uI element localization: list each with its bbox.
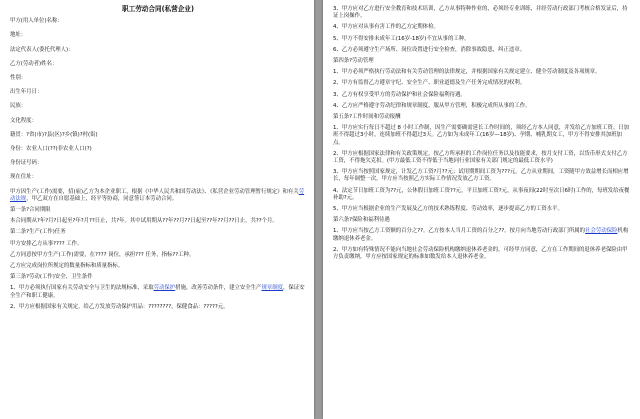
paragraph: 1、甲方必须严格执行劳动法和有关劳动管理的法律规定，并根据国家有关规定建立、健全劳动制度及各项规章。: [333, 69, 601, 76]
field-line: 出生年月日：: [10, 89, 43, 96]
document-page-left: [0, 0, 314, 419]
page-content-left: [0, 0, 314, 311]
paragraph: 2、甲方应根据国家法律和有关政策规定，按乙方所承担的工作岗位任务以及技能要求，按月支付工资，以货币形式支付乙方工资，不得拖欠克扣。(甲方最低工资不得低于当地同行业国家有关部门规定的最低工资水平): [333, 150, 628, 165]
document-page-right: [323, 0, 640, 419]
section-heading: 第一条?合同期限: [10, 207, 51, 214]
paragraph: [333, 228, 632, 242]
paragraph-text: ，保证安全生产和职工健康。: [10, 285, 305, 299]
page-content-right: [323, 0, 640, 261]
field-line: 身份：农业人口(??)非农业人口(?): [10, 146, 92, 153]
paragraph: 6、乙方必须遵守生产场所、岗位设置进行安全检查，消除事故隐患，纠正违章。: [333, 46, 526, 53]
paragraph-text: 1、甲方应当按乙方工资额的百分之??。乙方按本人当月工资的百分之??。按月向当地劳动行政部门所属的: [333, 228, 586, 235]
paragraph: 本合同期从?年?月?日起至?年?月??日止，共?年。其中试用期从??年??月??日起至??年??月??日止，共??个月。: [10, 218, 278, 225]
paragraph: 2、甲方应根据国家有关规定，给乙方发放劳动保护用品：????????，保健食品：?????元。: [10, 303, 229, 310]
paragraph-text: 1、甲方必须执行国家有关劳动安全与卫生的法规标准，采取: [10, 285, 154, 292]
paragraph: 乙方同意按甲方生产(工作)需要，在???? 岗位，承担??? 任务，指标??工种。: [10, 251, 195, 258]
paragraph: 3、乙方有权享受甲方的劳动保护和社会保险福利待遇。: [333, 91, 466, 98]
section-heading: 第六条?保险和福利待遇: [333, 217, 390, 224]
field-line: 甲方(用人单位)名称：: [10, 18, 63, 25]
paragraph: 甲方安排乙方从事???? 工作。: [10, 240, 83, 247]
intro-text: ，甲乙双方在自愿基础上，经平等协商，同意签订本劳动合同。: [26, 195, 178, 202]
paragraph: 3、甲方应对乙方进行安全教育和技术培训，乙方从事特种作业的，必须经专业训练，并经劳动行政部门考核合格发证后，持证上岗操作。: [333, 6, 628, 20]
paragraph-text: 措施，改善劳动条件，建立安全生产: [175, 285, 262, 292]
paragraph: 4、甲方应对从事有害工作的乙方定期体检。: [333, 24, 439, 31]
social-insurance-link[interactable]: 社会劳动保险: [585, 228, 618, 235]
paragraph: 乙方应完成岗位所规定的数量指标和质量指标。: [10, 263, 124, 270]
intro-paragraph: [10, 189, 306, 203]
field-line: 性别：: [10, 75, 27, 82]
paragraph: 1、甲方应实行每日不超过 8 小时工作制，因生产需要确需延长工作时间的，须经乙方本人同意，并发给乙方加班工资。日加班不得超过3小时，连续加班不得超过3天。乙方如为未成年工(16岁—18岁)、孕期、哺乳期女工，甲方不得安排其加班加点。: [333, 125, 629, 146]
paragraph: 2、甲方如有特殊情况不能向当地社会劳动保险机构缴纳退休养老金的，可经甲方同意，乙方在工作期间的退休养老保险由甲方负责缴纳，甲方应按国家规定的标准如数发给本人退休养老金。: [333, 246, 628, 261]
document-title: 职工劳动合同(私营企业): [122, 5, 194, 13]
field-line: 籍贯：?省(市)?县(区)?乡(镇)?村(街): [10, 131, 98, 138]
section-heading: 第五条?工作时间和劳动报酬: [333, 114, 401, 121]
section-heading: 第三条?劳动(工作)安全、卫生条件: [10, 274, 93, 281]
field-line: 现在住址：: [10, 174, 37, 181]
field-line: 民族：: [10, 103, 27, 110]
section-heading: 第二条?生产(工作)任务: [10, 229, 66, 236]
paragraph: 3、甲方应当按照国家规定，计发乙方工资?月??元；试用期期间工资为???元。乙方从业期间，工资随甲方效益增长而相应增长，每年调整一次，甲方应当按照乙方实际工作情况发放乙方工资。: [333, 169, 629, 183]
labor-law-link[interactable]: 劳动法规: [10, 188, 305, 202]
field-line: 地址：: [10, 32, 27, 39]
paragraph-text: 机构缴纳退休养老金。: [333, 228, 629, 242]
field-line: 法定代表人(委托代理人)：: [10, 46, 74, 53]
regulations-link[interactable]: 规章制度: [261, 285, 284, 292]
paragraph: 5、甲方不得安排未成年工(16岁-18岁)不宜从事的工种。: [333, 35, 470, 42]
field-line: 乙方(劳动者)姓名：: [10, 60, 58, 67]
intro-text: 甲方因生产(工作)需要，招(雇)乙方为本企业职工，根据《中华人民共和国劳动法》、《私营企业劳动管理暂行规定》和有关: [10, 188, 299, 195]
paragraph: [10, 285, 306, 299]
paragraph: 4、法定节日加班工资为??元，公休假日加班工资??元，平日加班工资?元，从事夜间(22时至次日6时)工作的，每班发给夜餐补助?元。: [333, 187, 630, 201]
section-heading: 第四条?劳动管理: [333, 58, 374, 65]
field-line: 文化程度：: [10, 117, 37, 124]
labor-protection-link[interactable]: 劳动保护: [153, 285, 176, 292]
paragraph: 5、甲方应当根据企业的生产发展及乙方的技术熟练程度、劳动效率，逐步提高乙方的工资水平。: [333, 206, 563, 213]
paragraph: 2、甲方有监督乙方遵章守纪、安全生产、职业道德及生产任务完成情况的权利。: [333, 80, 526, 87]
field-line: 身份证号码：: [10, 160, 43, 167]
paragraph: 4、乙方应严格遵守劳动纪律和规章制度，服从甲方管理，积极完成所从事的工作。: [333, 102, 531, 109]
